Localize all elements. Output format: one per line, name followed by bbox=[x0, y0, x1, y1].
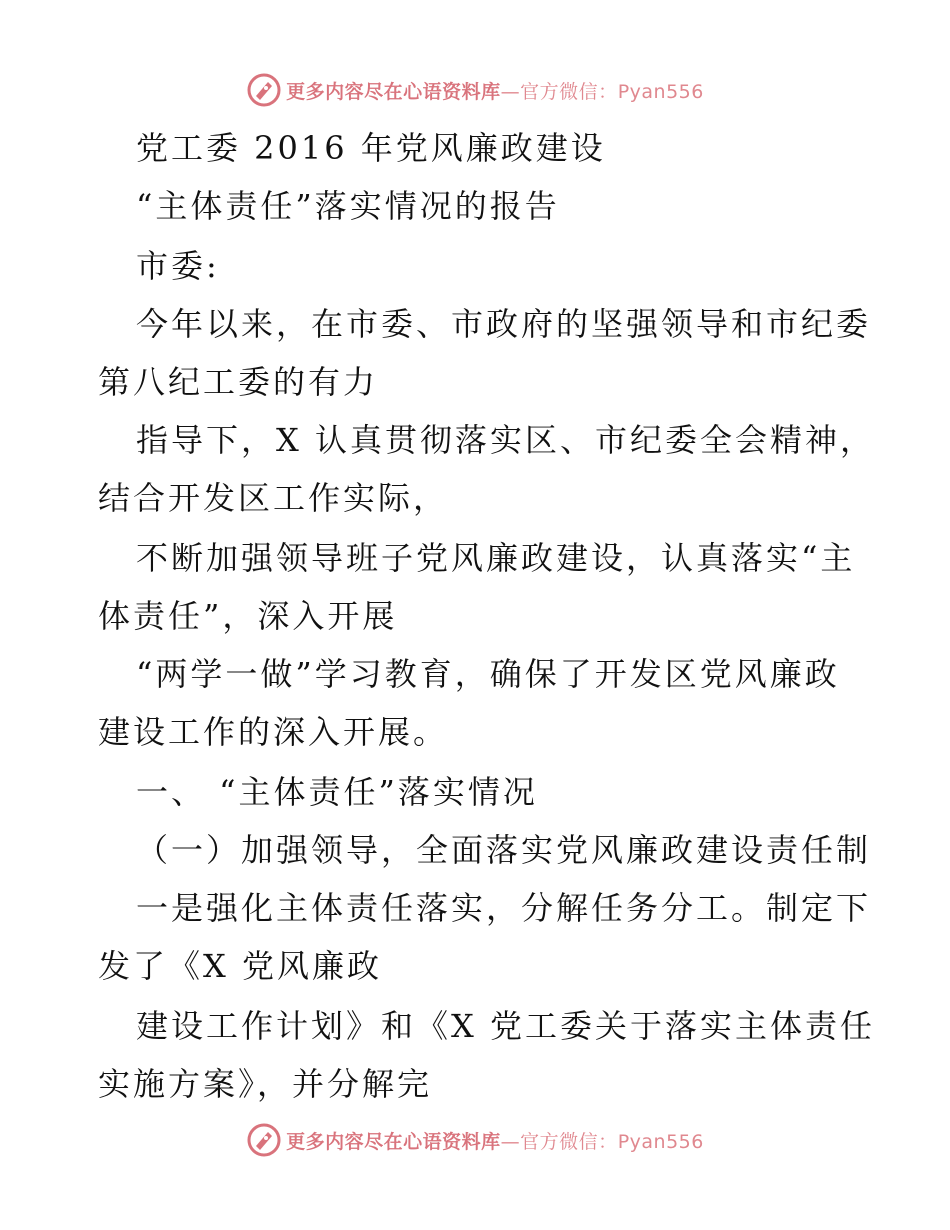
paragraph-line: 建设工作的深入开展。 bbox=[98, 713, 449, 751]
watermark-banner-top bbox=[0, 68, 950, 112]
watermark-text: 更多内容尽在心语资料库—官方微信：Pyan556 bbox=[286, 1130, 704, 1153]
section-heading: 一、 “主体责任”落实情况 bbox=[136, 773, 538, 811]
paragraph-line: 第八纪工委的有力 bbox=[98, 363, 379, 401]
paragraph-line: 一是强化主体责任落实，分解任务分工。制定下 bbox=[136, 889, 872, 927]
paragraph-line: 今年以来，在市委、市政府的坚强领导和市纪委 bbox=[136, 305, 872, 343]
pen-nib-logo-icon bbox=[246, 1122, 282, 1158]
pen-nib-logo-icon bbox=[246, 72, 282, 108]
paragraph-line: 结合开发区工作实际， bbox=[98, 479, 449, 517]
document-title-line-1: 党工委 2016 年党风廉政建设 bbox=[136, 129, 606, 167]
paragraph-line: “两学一做”学习教育，确保了开发区党风廉政 bbox=[136, 655, 840, 693]
paragraph-line: 不断加强领导班子党风廉政建设，认真落实“主 bbox=[136, 539, 856, 577]
paragraph-line: 指导下，X 认真贯彻落实区、市纪委全会精神， bbox=[136, 421, 875, 459]
paragraph-line: 发了《X 党风廉政 bbox=[98, 947, 382, 985]
paragraph-line: 实施方案》，并分解完 bbox=[98, 1065, 433, 1103]
watermark-text: 更多内容尽在心语资料库—官方微信：Pyan556 bbox=[286, 80, 704, 103]
paragraph-line: 建设工作计划》和《X 党工委关于落实主体责任 bbox=[136, 1007, 875, 1045]
subsection-heading: （一）加强领导，全面落实党风廉政建设责任制 bbox=[136, 831, 872, 869]
watermark-banner-bottom bbox=[0, 1118, 950, 1162]
salutation: 市委: bbox=[136, 247, 220, 285]
document-title-line-2: “主体责任”落实情况的报告 bbox=[136, 187, 560, 225]
paragraph-line: 体责任”，深入开展 bbox=[98, 597, 398, 635]
